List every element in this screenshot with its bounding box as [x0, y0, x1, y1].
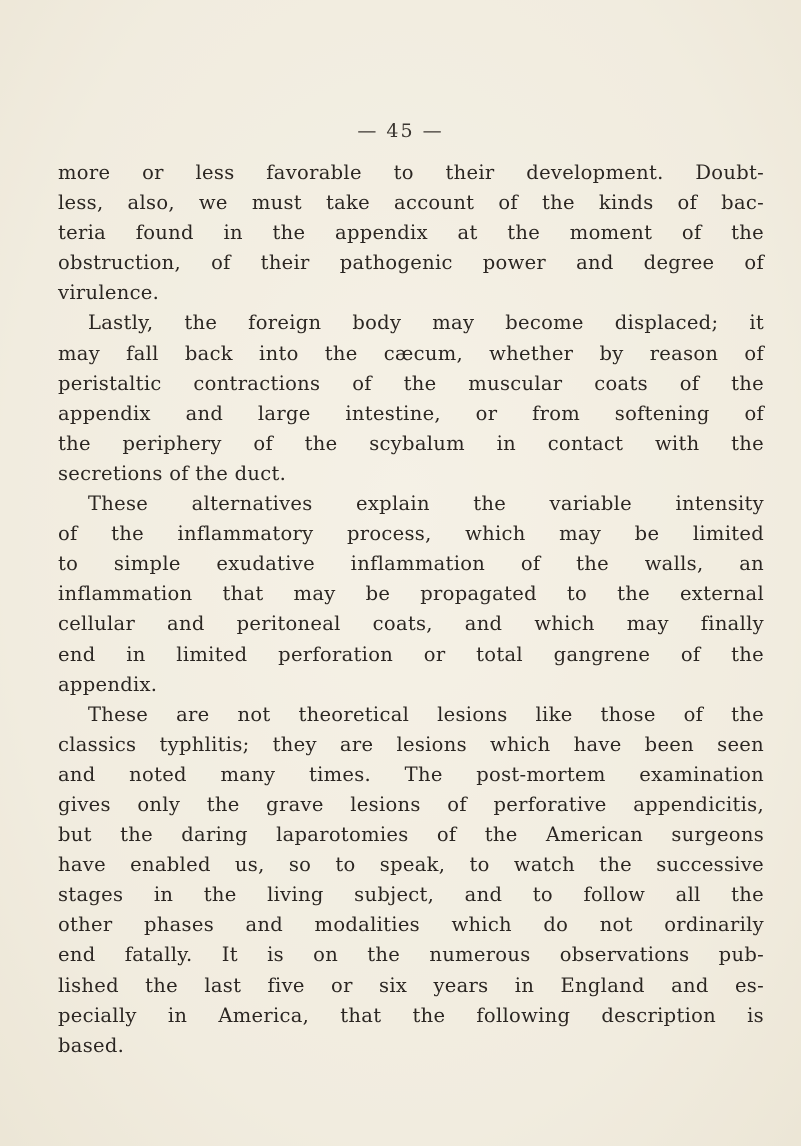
- text-line: peristaltic contractions of the muscular coats of the: [58, 371, 764, 395]
- text-line: less, also, we must take account of the kinds of bac-: [58, 191, 764, 215]
- text-line: These are not theoretical lesions like those of the: [88, 702, 764, 726]
- text-line: more or less favorable to their development. Doubt-: [58, 161, 764, 184]
- text-line: and noted many times. The post-mortem examination: [58, 762, 764, 786]
- text-line: pecially in America, that the following description is: [58, 1003, 764, 1027]
- text-line: classics typhlitis; they are lesions which have been seen: [58, 732, 764, 756]
- text-line: appendix.: [58, 672, 158, 696]
- text-line: the periphery of the scybalum in contact with the: [58, 431, 764, 455]
- text-line: have enabled us, so to speak, to watch the successive: [58, 853, 764, 877]
- text-line: end fatally. It is on the numerous observations pub-: [58, 943, 764, 967]
- text-line: virulence.: [58, 281, 160, 305]
- text-line: may fall back into the cæcum, whether by reason of: [58, 341, 764, 365]
- text-line: obstruction, of their pathogenic power and degree of: [58, 251, 764, 275]
- text-line: but the daring laparotomies of the American surgeons: [58, 823, 764, 847]
- text-line: based.: [58, 1033, 125, 1057]
- text-line: other phases and modalities which do not ordinarily: [58, 913, 764, 937]
- text-line: lished the last five or six years in England and es-: [58, 973, 764, 997]
- text-line: gives only the grave lesions of perforative appendicitis,: [58, 792, 764, 816]
- body-text: [58, 158, 764, 1061]
- text-line: stages in the living subject, and to follow all the: [58, 883, 764, 907]
- text-line: secretions of the duct.: [58, 461, 287, 485]
- text-line: cellular and peritoneal coats, and which may finally: [58, 612, 764, 636]
- text-line: These alternatives explain the variable intensity: [88, 492, 764, 516]
- text-line: to simple exudative inflammation of the walls, an: [58, 552, 764, 576]
- page-number: — 45 —: [357, 120, 444, 142]
- text-line: of the inflammatory process, which may be limited: [58, 522, 764, 546]
- text-line: teria found in the appendix at the moment of the: [58, 221, 764, 245]
- text-line: appendix and large intestine, or from softening of: [58, 401, 764, 425]
- text-line: Lastly, the foreign body may become displaced; it: [88, 311, 764, 335]
- text-line: inflammation that may be propagated to the external: [58, 582, 764, 606]
- text-line: end in limited perforation or total gangrene of the: [58, 642, 764, 666]
